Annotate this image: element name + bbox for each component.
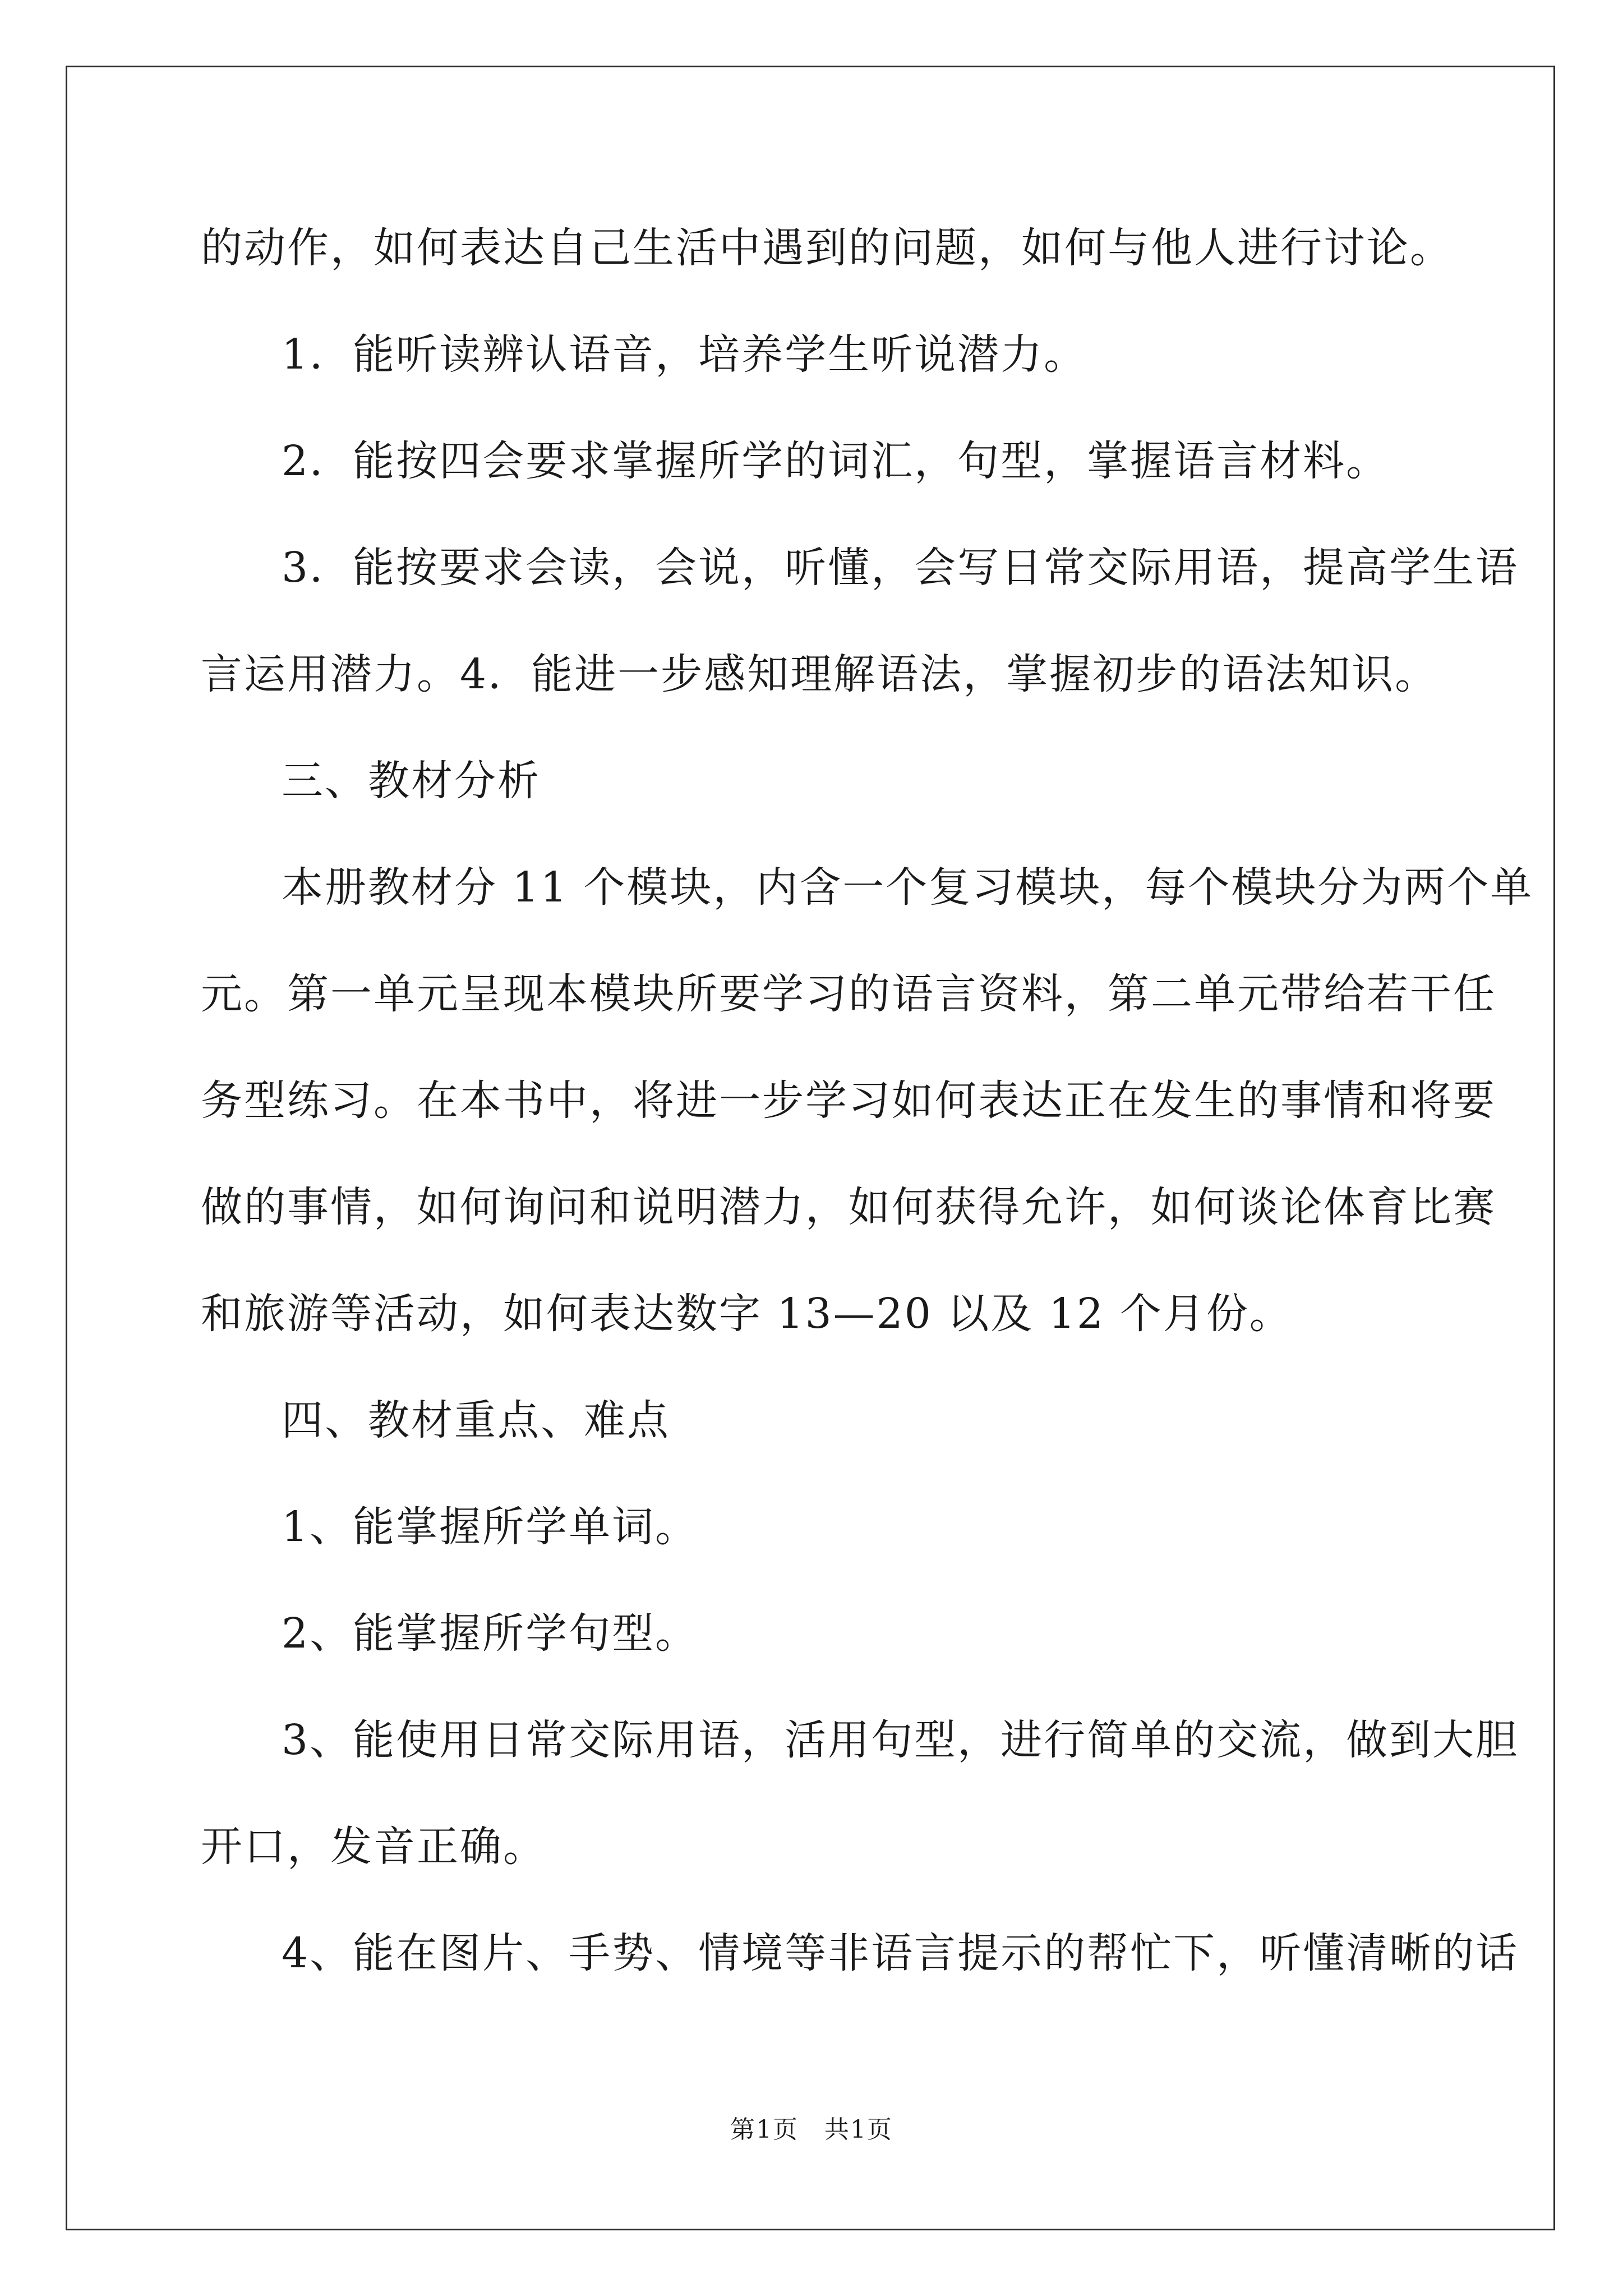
text-line-1: 的动作，如何表达自己生活中遇到的问题，如何与他人进行讨论。: [201, 224, 1453, 272]
list-item-3-continued: 开口，发音正确。: [201, 1823, 546, 1871]
text-line-7: 本册教材分 11 个模块，内含一个复习模块，每个模块分为两个单: [282, 863, 1534, 912]
list-item-2: 2、能掌握所学句型。: [282, 1609, 699, 1658]
text-line-8: 元。第一单元呈现本模块所要学习的语言资料，第二单元带给若干任: [201, 970, 1496, 1018]
page-border: [66, 66, 1555, 2230]
text-line-11: 和旅游等活动，如何表达数字 13—20 以及 12 个月份。: [201, 1290, 1293, 1338]
list-item-1: 1、能掌握所学单词。: [282, 1503, 699, 1551]
text-line-4: 3．能按要求会读，会说，听懂，会写日常交际用语，提高学生语: [282, 544, 1519, 592]
text-line-9: 务型练习。在本书中，将进一步学习如何表达正在发生的事情和将要: [201, 1076, 1496, 1125]
text-line-2: 1．能听读辨认语音，培养学生听说潜力。: [282, 330, 1087, 379]
section-heading-3: 三、教材分析: [282, 757, 541, 805]
page-number: 第1页 共1页: [730, 2115, 893, 2144]
list-item-4: 4、能在图片、手势、情境等非语言提示的帮忙下，听懂清晰的话: [282, 1929, 1519, 1977]
text-line-5: 言运用潜力。4．能进一步感知理解语法，掌握初步的语法知识。: [201, 650, 1438, 698]
text-line-3: 2．能按四会要求掌握所学的词汇，句型，掌握语言材料。: [282, 437, 1390, 485]
list-item-3: 3、能使用日常交际用语，活用句型，进行简单的交流，做到大胆: [282, 1716, 1519, 1764]
section-heading-4: 四、教材重点、难点: [282, 1396, 670, 1444]
text-line-10: 做的事情，如何询问和说明潜力，如何获得允许，如何谈论体育比赛: [201, 1183, 1496, 1231]
